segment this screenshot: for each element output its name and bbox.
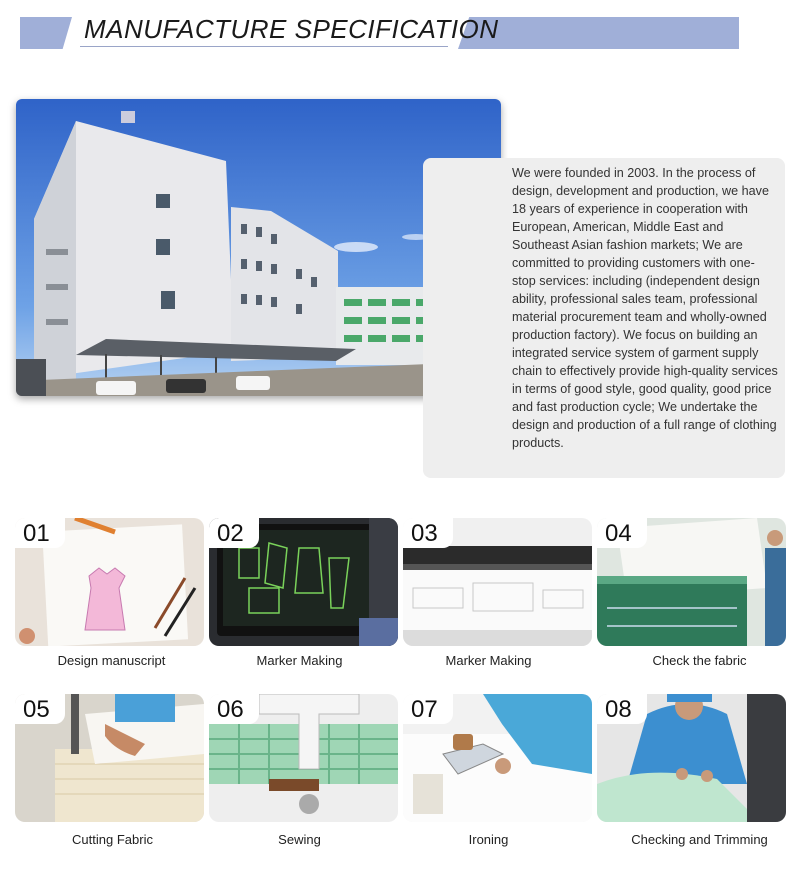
step-card-plotter (403, 518, 592, 646)
title-underline (80, 46, 448, 47)
step-card-ironing (403, 694, 592, 822)
step-number: 01 (15, 518, 65, 548)
step-caption: Ironing (468, 832, 509, 847)
step-caption: Marker Making (256, 653, 343, 668)
step-number: 07 (403, 694, 453, 724)
step-number: 06 (209, 694, 259, 724)
page-title: MANUFACTURE SPECIFICATION (84, 14, 499, 44)
banner-right-stripe (458, 17, 739, 49)
step-number: 03 (403, 518, 453, 548)
step-card-sewing (209, 694, 398, 822)
step-card-cutting (15, 694, 204, 822)
step-number: 08 (597, 694, 647, 724)
step-card-marker (209, 518, 398, 646)
step-card-fabric-check (597, 518, 786, 646)
banner-left-stripe (20, 17, 72, 49)
step-card-design (15, 518, 204, 646)
step-caption: Sewing (278, 832, 321, 847)
company-description: We were founded in 2003. In the process of design, development and production, we have 18 years of experience in cooperation with European, American, Middle East and Southeast Asian fashion markets; We are committed to providing customers with one-stop services: including (independent design ability, professional sales team, professional material procurement team and wholly-owned production factory). We focus on building an integrated service system of garment supply chain to effectively provide high-quality services in terms of good style, good quality, good price and fast production cycle; We undertake the design and production of a full range of clothing products. (512, 166, 778, 450)
step-caption: Design manuscript (57, 653, 166, 668)
step-number: 02 (209, 518, 259, 548)
step-card-checking (597, 694, 786, 822)
step-caption: Cutting Fabric (72, 832, 153, 847)
step-number: 04 (597, 518, 647, 548)
step-caption: Check the fabric (652, 653, 747, 668)
step-caption: Marker Making (445, 653, 532, 668)
step-number: 05 (15, 694, 65, 724)
step-caption: Checking and Trimming (631, 832, 768, 847)
